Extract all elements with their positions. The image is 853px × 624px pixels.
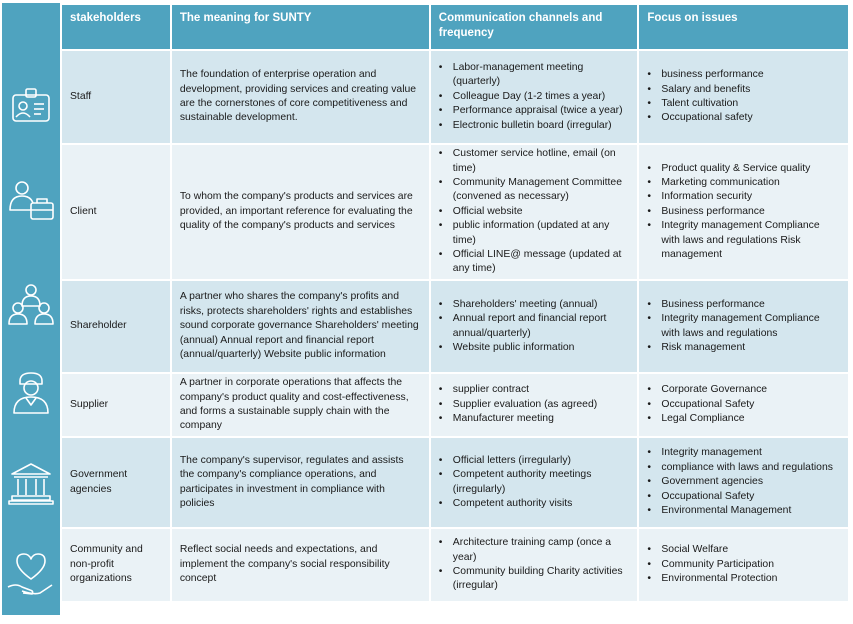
channel-item: • Supplier evaluation (as agreed)	[453, 398, 630, 412]
issues-cell	[639, 145, 848, 279]
issue-item: • Legal Compliance	[661, 412, 840, 426]
issue-item: • Corporate Governance	[661, 383, 840, 397]
shareholders-group-icon	[4, 282, 58, 332]
stakeholder-name: Supplier	[62, 374, 170, 436]
channel-item: • public information (updated at any time)	[453, 219, 630, 248]
table-header-row	[62, 5, 848, 49]
issue-item: • Integrity management Compliance with laws and regulations Risk management	[661, 219, 840, 262]
table-row	[62, 145, 848, 279]
table-row	[62, 529, 848, 601]
stakeholder-meaning: The foundation of enterprise operation and development, providing services and creating value are the cornerstones of core competitiveness and sustainable development.	[172, 51, 429, 143]
channel-item: • Community building Charity activities (irregular)	[453, 565, 630, 594]
channel-item: • supplier contract	[453, 383, 630, 397]
channel-item: • Official LINE@ message (updated at any time)	[453, 248, 630, 277]
issue-item: • Occupational Safety	[661, 490, 840, 504]
issue-item: • Integrity management Compliance with laws and regulations	[661, 312, 840, 341]
issues-cell	[639, 438, 848, 527]
stakeholder-meaning: The company's supervisor, regulates and assists the company's compliance operations, and participates in investment in compliance with policies	[172, 438, 429, 527]
channels-cell	[431, 438, 638, 527]
government-building-icon	[4, 458, 58, 508]
table-row	[62, 438, 848, 527]
channel-item: • Labor-management meeting (quarterly)	[453, 61, 630, 90]
header-meaning: The meaning for SUNTY	[172, 5, 429, 49]
stakeholder-name: Government agencies	[62, 438, 170, 527]
channel-item: • Architecture training camp (once a year)	[453, 536, 630, 565]
issues-cell	[639, 51, 848, 143]
stakeholder-meaning: To whom the company's products and services are provided, an important reference for evaluating the quality of the company's products and services	[172, 145, 429, 279]
channel-item: • Manufacturer meeting	[453, 412, 630, 426]
channel-item: • Performance appraisal (twice a year)	[453, 104, 630, 118]
stakeholder-meaning: Reflect social needs and expectations, and implement the company's social responsibility concept	[172, 529, 429, 601]
table-row	[62, 281, 848, 372]
stakeholder-meaning: A partner in corporate operations that affects the company's product quality and cost-effectiveness, and forms a sustainable supply chain with the company	[172, 374, 429, 436]
issue-item: • Marketing communication	[661, 176, 840, 190]
stakeholder-name: Staff	[62, 51, 170, 143]
channel-item: • Customer service hotline, email (on time)	[453, 147, 630, 176]
table-row	[62, 374, 848, 436]
channels-cell	[431, 374, 638, 436]
issue-item: • Business performance	[661, 205, 840, 219]
channels-cell	[431, 281, 638, 372]
issues-cell	[639, 374, 848, 436]
issue-item: • Business performance	[661, 298, 840, 312]
supplier-person-icon	[4, 369, 58, 419]
heart-hand-icon	[4, 551, 58, 601]
issue-item: • Risk management	[661, 341, 840, 355]
channel-item: • Community Management Committee (convened as necessary)	[453, 176, 630, 205]
channel-item: • Competent authority meetings (irregularly)	[453, 468, 630, 497]
channel-item: • Colleague Day (1-2 times a year)	[453, 90, 630, 104]
issue-item: • business performance	[661, 68, 840, 82]
issue-item: • Salary and benefits	[661, 83, 840, 97]
issue-item: • compliance with laws and regulations	[661, 461, 840, 475]
channel-item: • Website public information	[453, 341, 630, 355]
issue-item: • Social Welfare	[661, 543, 840, 557]
stakeholder-name: Client	[62, 145, 170, 279]
table-row	[62, 51, 848, 143]
issue-item: • Environmental Protection	[661, 572, 840, 586]
issue-item: • Occupational safety	[661, 111, 840, 125]
channel-item: • Electronic bulletin board (irregular)	[453, 119, 630, 133]
issues-cell	[639, 529, 848, 601]
channel-item: • Official letters (irregularly)	[453, 454, 630, 468]
issue-item: • Occupational Safety	[661, 398, 840, 412]
channel-item: • Annual report and financial report annual/quarterly)	[453, 312, 630, 341]
issue-item: • Information security	[661, 190, 840, 204]
header-issues: Focus on issues	[639, 5, 848, 49]
issue-item: • Environmental Management	[661, 504, 840, 518]
issue-item: • Community Participation	[661, 558, 840, 572]
stakeholder-meaning: A partner who shares the company's profits and risks, protects shareholders' rights and establishes sound corporate governance Shareholders' meeting (annual) Annual report and financial report (annual/quarterly) Website public information	[172, 281, 429, 372]
customer-briefcase-icon	[4, 176, 58, 226]
id-badge-icon	[4, 82, 58, 132]
icon-column	[2, 3, 60, 615]
channel-item: • Official website	[453, 205, 630, 219]
issues-cell	[639, 281, 848, 372]
stakeholder-table	[60, 3, 850, 603]
issue-item: • Integrity management	[661, 446, 840, 460]
issue-item: • Government agencies	[661, 475, 840, 489]
issue-item: • Product quality & Service quality	[661, 162, 840, 176]
channels-cell	[431, 529, 638, 601]
channel-item: • Shareholders' meeting (annual)	[453, 298, 630, 312]
issue-item: • Talent cultivation	[661, 97, 840, 111]
header-stakeholders: stakeholders	[62, 5, 170, 49]
channel-item: • Competent authority visits	[453, 497, 630, 511]
header-channels: Communication channels and frequency	[431, 5, 638, 49]
stakeholder-name: Shareholder	[62, 281, 170, 372]
channels-cell	[431, 145, 638, 279]
channels-cell	[431, 51, 638, 143]
stakeholder-name: Community and non-profit organizations	[62, 529, 170, 601]
